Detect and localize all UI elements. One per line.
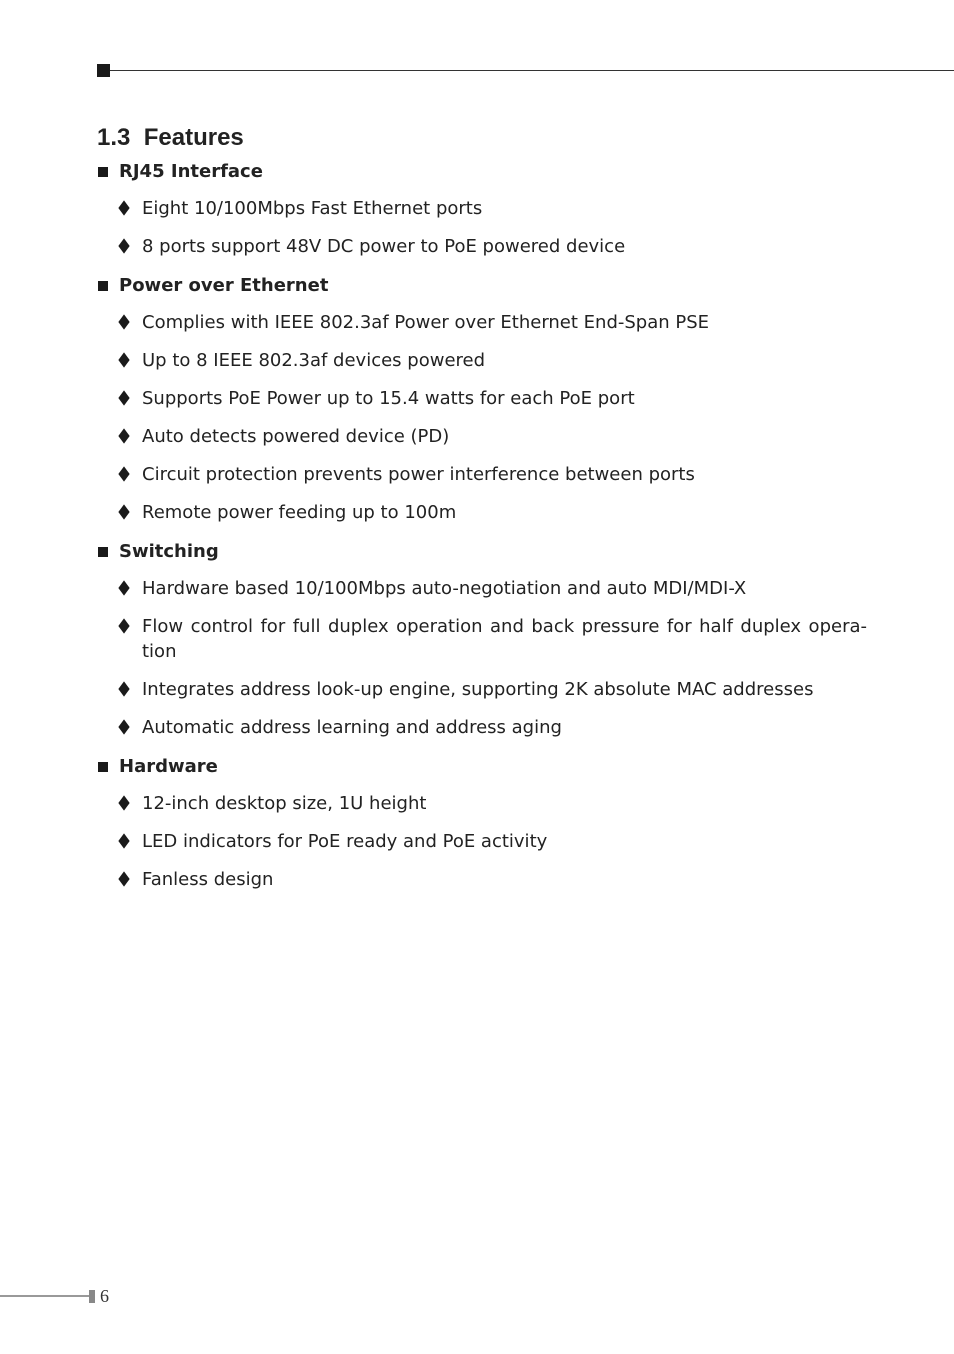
square-bullet-icon	[98, 167, 108, 177]
list-item	[97, 576, 867, 601]
page-number: 6	[100, 1286, 109, 1306]
section-heading	[97, 123, 244, 153]
group-title: Hardware	[119, 756, 218, 777]
group-header	[97, 538, 867, 565]
diamond-bullet-icon	[118, 314, 129, 329]
diamond-bullet-icon	[118, 795, 129, 810]
section-number: 1.3	[97, 124, 131, 151]
list-item	[97, 462, 867, 487]
feature-group-switching	[97, 538, 867, 740]
list-item	[97, 386, 867, 411]
diamond-bullet-icon	[118, 504, 129, 519]
diamond-bullet-icon	[118, 352, 129, 367]
list-item	[97, 829, 867, 854]
list-item-text: Circuit protection prevents power interference between ports	[142, 464, 695, 485]
group-title: Power over Ethernet	[119, 275, 329, 296]
header-rule	[110, 70, 954, 71]
list-item-text: Flow control for full duplex operation and back pressure for half duplex opera-tion	[142, 616, 867, 662]
group-title: Switching	[119, 541, 219, 562]
diamond-bullet-icon	[118, 200, 129, 215]
square-bullet-icon	[98, 281, 108, 291]
list-item	[97, 677, 867, 702]
header-square-marker	[97, 64, 110, 77]
list-item-text: Auto detects powered device (PD)	[142, 426, 450, 447]
list-item-text: Fanless design	[142, 869, 274, 890]
diamond-bullet-icon	[118, 871, 129, 886]
list-item	[97, 348, 867, 373]
diamond-bullet-icon	[118, 719, 129, 734]
diamond-bullet-icon	[118, 428, 129, 443]
square-bullet-icon	[98, 762, 108, 772]
list-item-text: Supports PoE Power up to 15.4 watts for each PoE port	[142, 388, 635, 409]
list-item-text: Automatic address learning and address aging	[142, 717, 562, 738]
list-item	[97, 234, 867, 259]
diamond-bullet-icon	[118, 681, 129, 696]
list-item	[97, 500, 867, 525]
list-item-text: Up to 8 IEEE 802.3af devices powered	[142, 350, 486, 371]
diamond-bullet-icon	[118, 390, 129, 405]
list-item-text: 8 ports support 48V DC power to PoE powered device	[142, 236, 626, 257]
list-item-text: Integrates address look-up engine, supporting 2K absolute MAC addresses	[142, 679, 814, 700]
list-item	[97, 196, 867, 221]
list-item	[97, 614, 867, 664]
list-item-text: Remote power feeding up to 100m	[142, 502, 457, 523]
features-content	[97, 158, 867, 905]
list-item-text: Hardware based 10/100Mbps auto-negotiation and auto MDI/MDI-X	[142, 578, 747, 599]
diamond-bullet-icon	[118, 580, 129, 595]
diamond-bullet-icon	[118, 833, 129, 848]
diamond-bullet-icon	[118, 466, 129, 481]
diamond-bullet-icon	[118, 618, 129, 633]
group-header	[97, 272, 867, 299]
list-item-text: 12-inch desktop size, 1U height	[142, 793, 427, 814]
list-item-text: Complies with IEEE 802.3af Power over Ethernet End-Span PSE	[142, 312, 710, 333]
footer-rule	[0, 1295, 89, 1297]
group-title: RJ45 Interface	[119, 161, 263, 182]
feature-group-power-over-ethernet	[97, 272, 867, 525]
list-item	[97, 310, 867, 335]
list-item	[97, 791, 867, 816]
group-header	[97, 753, 867, 780]
section-title: Features	[143, 124, 244, 151]
feature-group-hardware	[97, 753, 867, 892]
square-bullet-icon	[98, 547, 108, 557]
diamond-bullet-icon	[118, 238, 129, 253]
group-header	[97, 158, 867, 185]
list-item	[97, 424, 867, 449]
footer-marker	[89, 1290, 95, 1303]
list-item-text: LED indicators for PoE ready and PoE activity	[142, 831, 548, 852]
list-item	[97, 715, 867, 740]
feature-group-rj45-interface	[97, 158, 867, 259]
list-item	[97, 867, 867, 892]
list-item-text: Eight 10/100Mbps Fast Ethernet ports	[142, 198, 483, 219]
